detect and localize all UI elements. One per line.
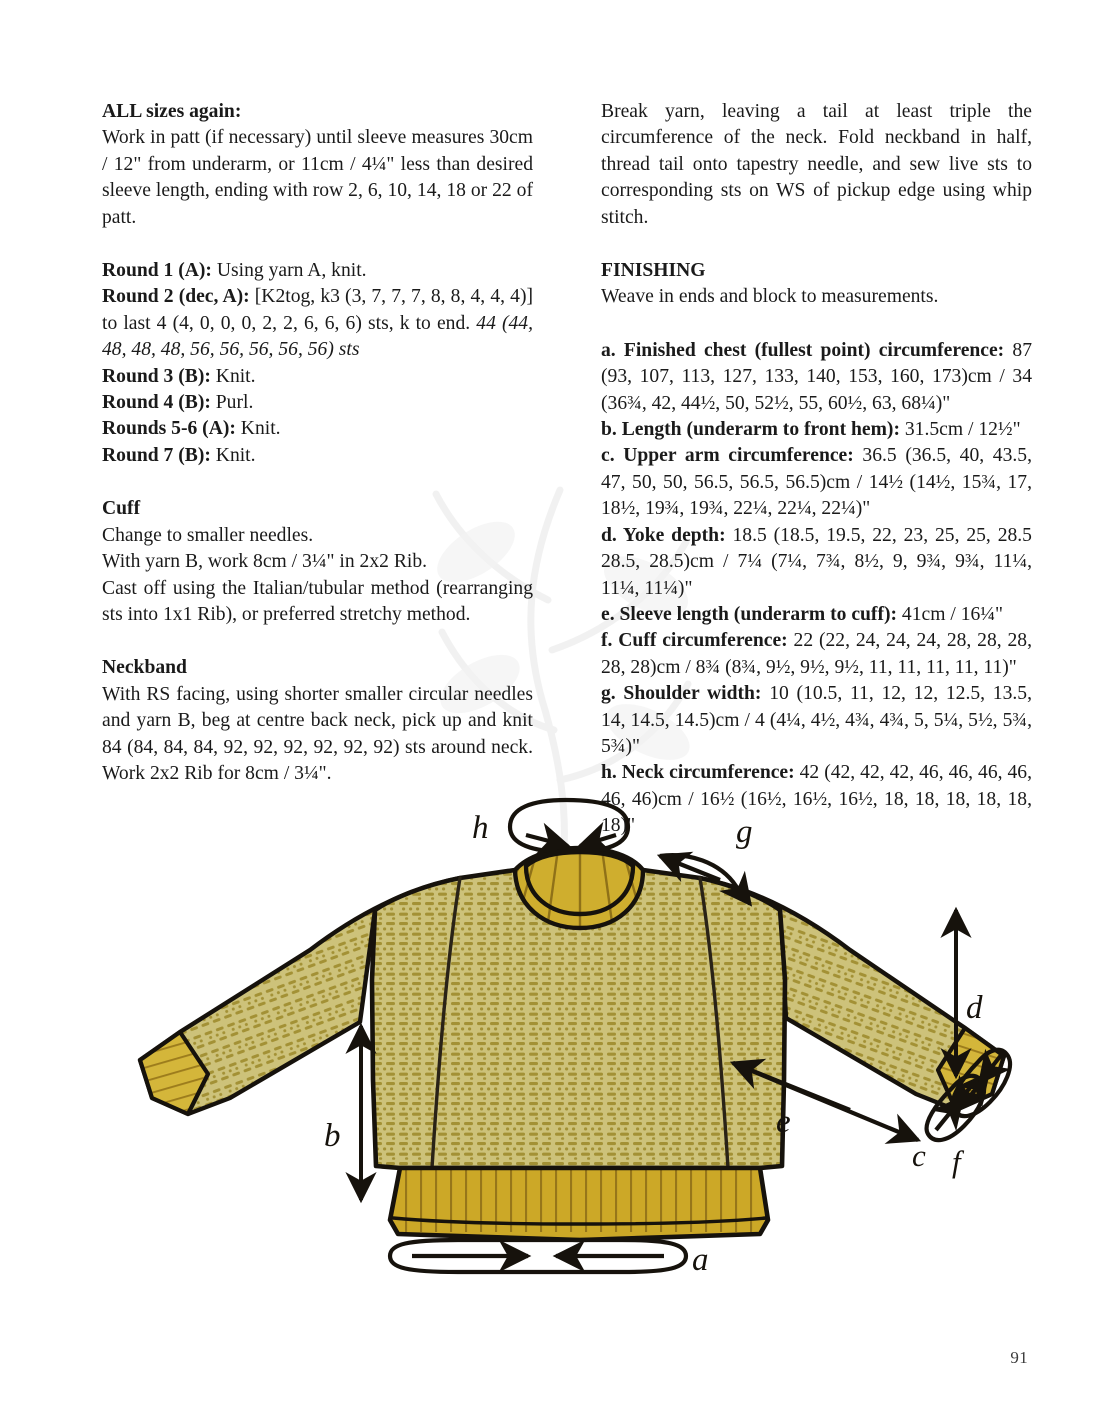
measurement-a [601,338,1032,417]
round-2-stitch-count: 44 (44, 48, 48, 48, 56, 56, 56, 56, 56) sts [102,312,533,361]
spacer [601,311,1032,338]
round-4 [102,390,533,416]
measurement-a-label: Finished chest (fullest point) circumference: [615,339,1005,361]
measurement-c [601,443,1032,522]
label-f: f [952,1144,961,1179]
measurement-e-key: e. [601,603,615,625]
measurement-b-value: 31.5cm / 12½" [899,419,1021,441]
round-7 [102,443,533,469]
sweater-schematic-svg [60,780,1070,1280]
measurement-f [601,628,1032,681]
measurement-b [601,417,1032,443]
measurement-a-key: a. [601,339,616,361]
break-yarn-paragraph: Break yarn, leaving a tail at least triple the circumference of the neck. Fold neckband in half, thread tail onto tapestry needle, and sew live sts to corresponding sts on WS of pickup edge using whip stitch. [601,101,1032,228]
measurement-h-value: 42 (42, 42, 42, 46, 46, 46, 46, 46, 46)cm / 16½ (16½, 16½, 16½, 18, 18, 18, 18, 18, 18)" [601,762,1032,837]
round-2 [102,284,533,363]
measurement-e [601,602,1032,628]
measurement-d-label: Yoke depth: [616,524,726,546]
label-c: c [912,1138,926,1173]
measurement-f-value: 22 (22, 24, 24, 24, 28, 28, 28, 28, 28)cm / 8¾ (8¾, 9½, 9½, 9½, 11, 11, 11, 11, 11)" [601,630,1032,678]
measurement-e-label: Sleeve length (underarm to cuff): [614,603,898,625]
round-2-label: Round 2 (dec, A): [102,286,250,308]
round-7-label: Round 7 (B): [102,444,211,466]
cuff-line-3: Cast off using the Italian/tubular method (rearranging sts into 1x1 Rib), or preferred stretchy method. [102,577,533,625]
right-column [601,99,1032,840]
spacer [102,231,533,258]
label-h: h [472,810,489,846]
sweater-schematic-figure [60,780,1070,1280]
all-sizes-body: Work in patt (if necessary) until sleeve measures 30cm / 12" from underarm, or 11cm / 4¼" less than desired sleeve length, ending with row 2, 6, 10, 14, 18 or 22 of patt. [102,127,533,228]
spacer [601,231,1032,258]
measurement-f-key: f. [601,630,613,652]
round-1 [102,258,533,284]
round-3-label: Round 3 (B): [102,365,211,387]
rounds-5-6-label: Rounds 5-6 (A): [102,418,236,440]
measurement-d-value: 18.5 (18.5, 19.5, 22, 23, 25, 25, 28.5 28.5, 28.5)cm / 7¼ (7¼, 7¾, 8½, 9, 9¾, 9¾, 11¼, 11¼, 11¼)" [601,524,1032,599]
cuff-line-1: Change to smaller needles. [102,524,314,546]
measurement-g [601,681,1032,760]
measurement-h-key: h. [601,762,617,784]
measurement-b-label: Length (underarm to front hem): [616,419,900,441]
round-3 [102,364,533,390]
measurement-d-key: d. [601,524,617,546]
measurement-c-label: Upper arm circumference: [614,445,854,467]
measurement-c-key: c. [601,445,615,467]
measure-a-chest-circumference [390,1240,709,1278]
all-sizes-heading: ALL sizes again: [102,101,242,122]
rounds-5-6-text: Knit. [235,418,281,440]
left-column [102,99,533,840]
round-3-text: Knit. [210,365,256,387]
label-e: e [776,1104,791,1140]
label-d: d [966,990,983,1026]
measurement-c-value: 36.5 (36.5, 40, 43.5, 47, 50, 50, 56.5, 56.5, 56.5)cm / 14½ (14½, 15¾, 17, 18½, 19¾, 19¾, 22¼, 22¼, 22¼)" [601,445,1032,520]
neckband-heading: Neckband [102,657,187,679]
measurement-g-key: g. [601,683,616,705]
hem-rib [380,1160,780,1250]
label-b: b [324,1118,341,1154]
cuff-line-2: With yarn B, work 8cm / 3¼" in 2x2 Rib. [102,551,428,573]
round-7-text: Knit. [210,444,256,466]
content-columns [102,99,1032,840]
neckband-body: With RS facing, using shorter smaller circular needles and yarn B, beg at centre back neck, pick up and knit 84 (84, 84, 84, 92, 92, 92, 92, 92, 92) sts around neck. Work 2x2 Rib for 8cm / 3¼". [102,683,533,784]
finishing-body: Weave in ends and block to measurements. [601,286,939,308]
measurement-f-label: Cuff circumference: [612,630,788,652]
rounds-5-6 [102,416,533,442]
spacer [102,628,533,655]
page-number: 91 [1010,1348,1028,1367]
round-4-text: Purl. [210,392,254,414]
cuff-heading: Cuff [102,498,141,520]
measurement-g-label: Shoulder width: [615,683,762,705]
measurement-e-value: 41cm / 16¼" [897,603,1003,625]
round-1-label: Round 1 (A): [102,260,212,282]
measurement-g-value: 10 (10.5, 11, 12, 12, 12.5, 13.5, 14, 14.5, 14.5)cm / 4 (4¼, 4½, 4¾, 4¾, 5, 5¼, 5½, 5¾, 5¾)" [601,683,1032,757]
round-1-text: Using yarn A, knit. [211,260,367,282]
measure-h-neck-circumference [472,800,628,852]
spacer [102,469,533,496]
label-g: g [736,814,753,850]
measurement-a-value: 87 (93, 107, 113, 127, 133, 140, 153, 160, 173)cm / 34 (36¾, 42, 44½, 50, 52½, 55, 60½, 63, 68¼)" [601,339,1033,414]
round-2-text: [K2tog, k3 (3, 7, 7, 7, 8, 8, 4, 4, 4)] to last 4 (4, 0, 0, 0, 2, 2, 6, 6, 6) sts, k to end. [102,286,533,334]
label-a: a [692,1242,709,1278]
measurement-h-label: Neck circumference: [616,762,795,784]
finishing-heading: FINISHING [601,260,706,282]
measurement-d [601,523,1032,602]
round-4-label: Round 4 (B): [102,392,211,414]
measure-b-length [324,1026,361,1200]
measurement-b-key: b. [601,419,617,441]
